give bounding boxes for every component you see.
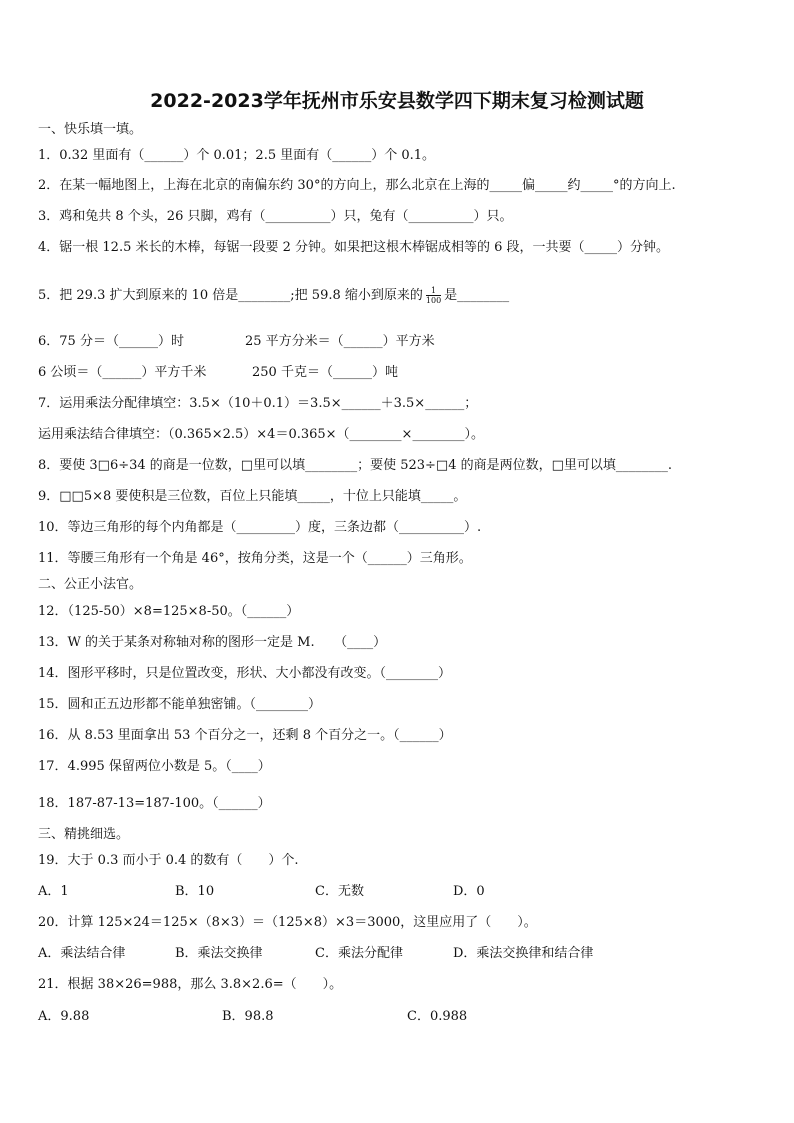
q21-option-b: B．98.8 <box>222 1009 274 1024</box>
question-13: 13．W 的关于某条对称轴对称的图形一定是 M. （____） <box>38 635 387 650</box>
question-20: 20．计算 125×24＝125×（8×3）＝（125×8）×3＝3000，这里应用了（ ）。 <box>38 915 537 930</box>
q20-option-b: B．乘法交换律 <box>175 946 263 961</box>
q19-option-d: D．0 <box>453 884 485 899</box>
question-2: 2．在某一幅地图上，上海在北京的南偏东约 30°的方向上，那么北京在上海的_____偏_____约_____°的方向上. <box>38 178 676 193</box>
question-21: 21．根据 38×26=988，那么 3.8×2.6=（ ）。 <box>38 977 343 992</box>
question-6-row-1 <box>38 333 184 351</box>
q19-option-a: A．1 <box>38 884 69 899</box>
question-6-b: 25 平方分米＝（______）平方米 <box>245 334 435 349</box>
question-10: 10．等边三角形的每个内角都是（_________）度，三条边都（__________）. <box>38 520 482 535</box>
question-7-a: 7．运用乘法分配律填空：3.5×（10＋0.1）＝3.5×______＋3.5×______； <box>38 396 478 411</box>
question-12: 12．（125-50）×8=125×8-50。（______） <box>38 604 300 619</box>
question-15: 15．圆和正五边形都不能单独密铺。（________） <box>38 697 322 712</box>
question-14: 14．图形平移时，只是位置改变，形状、大小都没有改变。（________） <box>38 666 452 681</box>
q20-option-a: A．乘法结合律 <box>38 946 126 961</box>
section-heading-3: 三、精挑细选。 <box>38 827 130 842</box>
q21-option-c: C．0.988 <box>407 1009 468 1024</box>
question-1: 1．0.32 里面有（______）个 0.01；2.5 里面有（______）个 0.1。 <box>38 148 436 163</box>
page-title: 2022-2023学年抚州市乐安县数学四下期末复习检测试题 <box>150 90 644 112</box>
fraction <box>426 286 441 305</box>
question-8: 8．要使 3□6÷34 的商是一位数，□里可以填________；要使 523÷□4 的商是两位数，□里可以填________. <box>38 458 673 473</box>
question-16: 16．从 8.53 里面拿出 53 个百分之一，还剩 8 个百分之一。（______） <box>38 728 452 743</box>
question-5-part-b: 是________ <box>444 288 510 303</box>
q20-option-c: C．乘法分配律 <box>315 946 403 961</box>
question-6-c: 6 公顷＝（______）平方千米 <box>38 365 207 380</box>
q20-option-d: D．乘法交换律和结合律 <box>453 946 594 961</box>
q19-option-c: C．无数 <box>315 884 364 899</box>
question-6-a: 6．75 分＝（______）时 <box>38 334 184 349</box>
fraction-denominator: 100 <box>425 296 442 305</box>
question-19: 19．大于 0.3 而小于 0.4 的数有（ ）个. <box>38 853 299 868</box>
section-heading-2: 二、公正小法官。 <box>38 577 143 592</box>
question-7-b: 运用乘法结合律填空：（0.365×2.5）×4＝0.365×（________×________）。 <box>38 427 484 442</box>
q19-option-b: B．10 <box>175 884 215 899</box>
question-3: 3．鸡和兔共 8 个头，26 只脚，鸡有（__________）只，兔有（__________）只。 <box>38 209 513 224</box>
section-heading-1: 一、快乐填一填。 <box>38 122 143 137</box>
question-11: 11．等腰三角形有一个角是 46°，按角分类，这是一个（______）三角形。 <box>38 551 472 566</box>
question-5-part-a: 5．把 29.3 扩大到原来的 10 倍是________;把 59.8 缩小到原来的 <box>38 288 423 303</box>
fraction-numerator: 1 <box>426 286 441 296</box>
q21-option-a: A．9.88 <box>38 1009 90 1024</box>
question-6-d: 250 千克＝（______）吨 <box>252 365 398 380</box>
question-5 <box>38 286 509 305</box>
question-9: 9．□□5×8 要使积是三位数，百位上只能填_____，十位上只能填_____。 <box>38 489 467 504</box>
question-4: 4．锯一根 12.5 米长的木棒，每锯一段要 2 分钟。如果把这根木棒锯成相等的 6 段，一共要（_____）分钟。 <box>38 240 670 255</box>
question-17: 17．4.995 保留两位小数是 5。（____） <box>38 759 271 774</box>
question-18: 18．187-87-13=187-100。（______） <box>38 796 271 811</box>
